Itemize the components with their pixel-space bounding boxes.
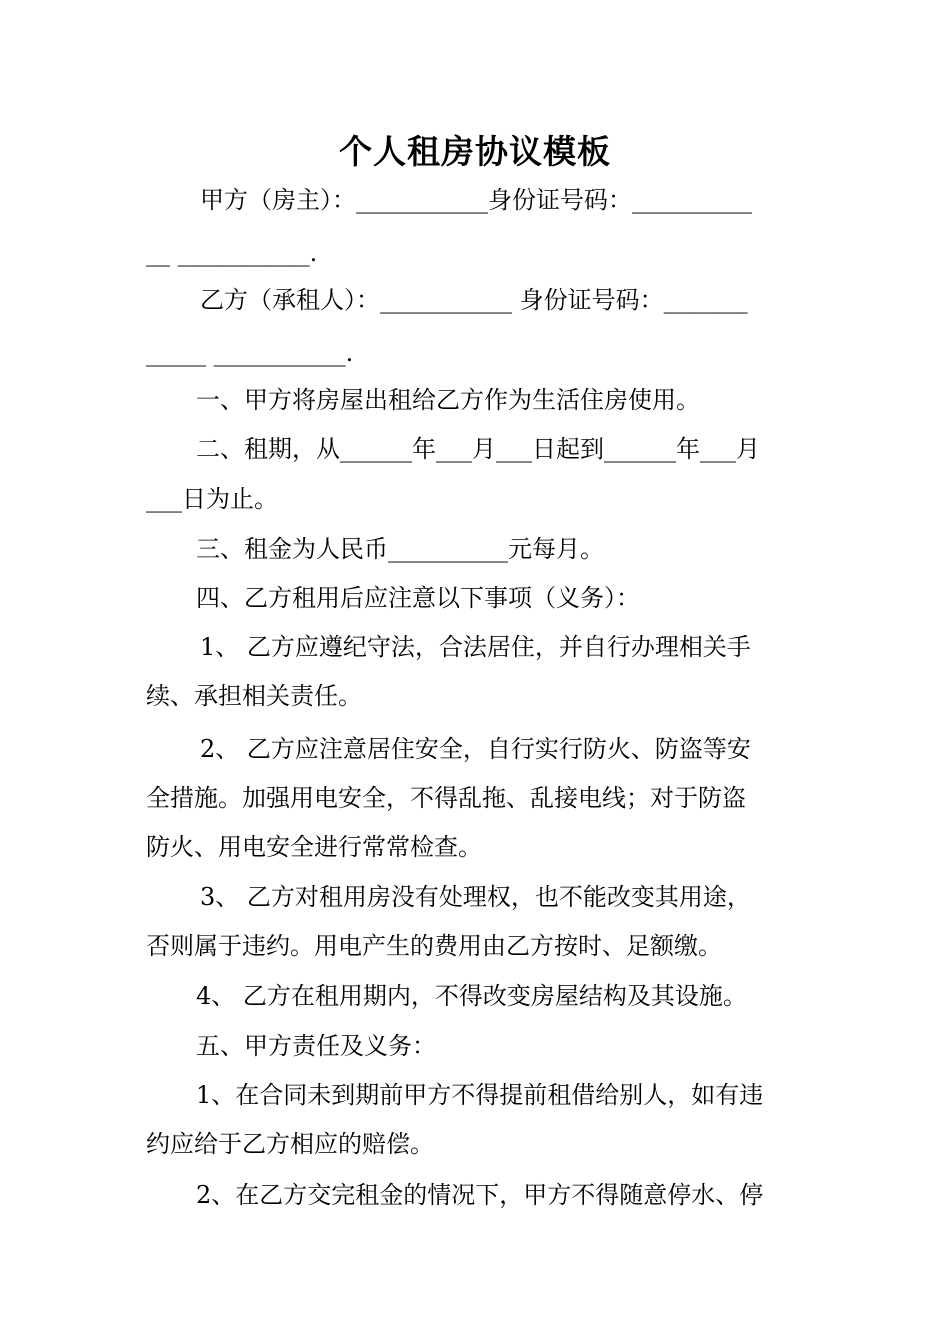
clause-4-item-3: 3、 乙方对租用房没有处理权，也不能改变其用途，: [200, 883, 751, 911]
clause-4-item-1: 1、 乙方应遵纪守法，合法居住，并自行办理相关手: [200, 633, 751, 661]
party-b-line-cont: _____ ___________.: [146, 339, 354, 367]
clause-3: 三、租金为人民币__________元每月。: [196, 535, 604, 563]
clause-5-item-1-cont: 约应给于乙方相应的赔偿。: [146, 1130, 434, 1158]
clause-5-item-2: 2、在乙方交完租金的情况下，甲方不得随意停水、停: [196, 1181, 764, 1209]
clause-4-item-1-cont: 续、承担相关责任。: [146, 682, 362, 710]
clause-4-item-4: 4、 乙方在租用期内，不得改变房屋结构及其设施。: [196, 982, 747, 1010]
party-a-line-cont: __ ___________.: [146, 239, 318, 267]
clause-5-item-1: 1、在合同未到期前甲方不得提前租借给别人，如有违: [196, 1081, 764, 1109]
party-b-line: 乙方（承租人）：___________ 身份证号码：_______: [200, 286, 748, 314]
clause-1: 一、甲方将房屋出租给乙方作为生活住房使用。: [196, 386, 700, 414]
clause-5-heading: 五、甲方责任及义务：: [196, 1032, 436, 1060]
document-title: 个人租房协议模板: [339, 132, 611, 171]
party-a-line: 甲方（房主）：___________身份证号码：__________: [200, 186, 752, 214]
clause-4-item-2-cont2: 防火、用电安全进行常常检查。: [146, 833, 482, 861]
clause-4-item-3-cont: 否则属于违约。用电产生的费用由乙方按时、足额缴。: [146, 932, 722, 960]
clause-4-item-2-cont: 全措施。加强用电安全，不得乱拖、乱接电线；对于防盗: [146, 784, 746, 812]
clause-2: 二、租期，从______年___月___日起到______年___月: [196, 435, 760, 463]
clause-4-heading: 四、乙方租用后应注意以下事项（义务）：: [196, 584, 640, 612]
clause-4-item-2: 2、 乙方应注意居住安全，自行实行防火、防盗等安: [200, 735, 751, 763]
clause-2-cont: ___日为止。: [146, 485, 278, 513]
